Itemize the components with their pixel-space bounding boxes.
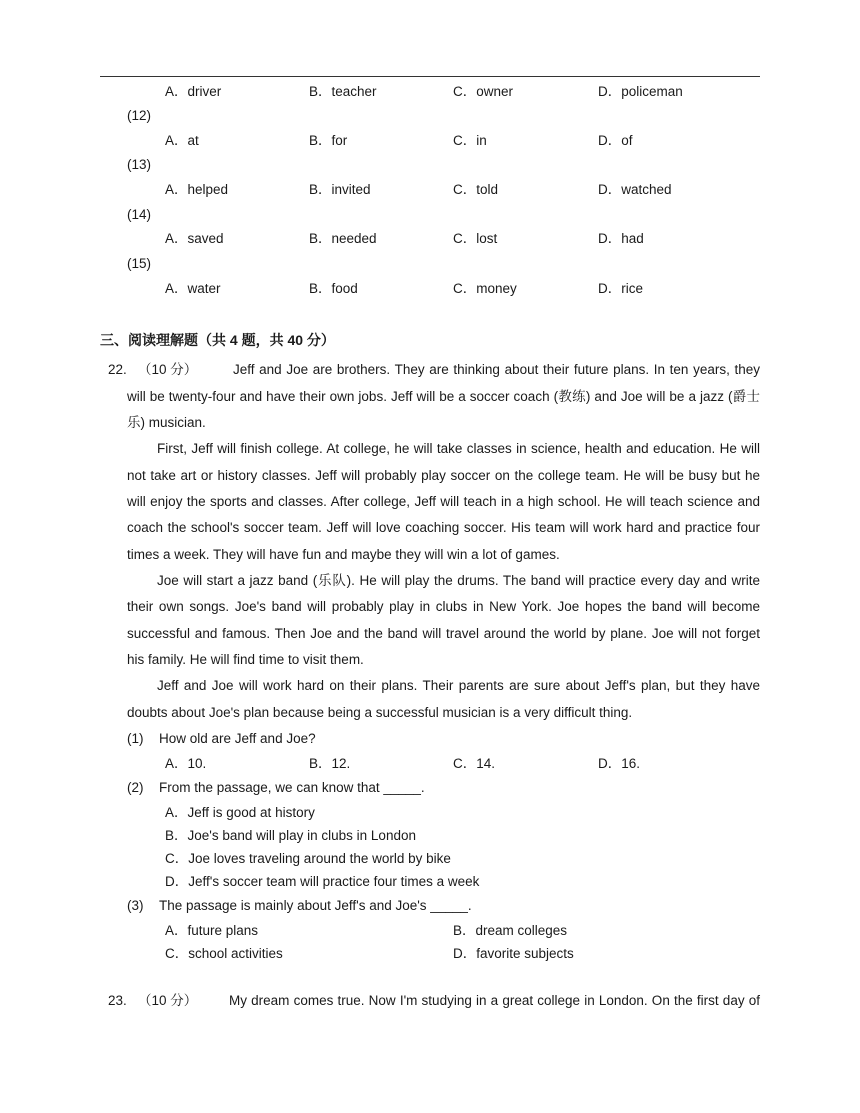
option-d: D．rice [598, 281, 644, 296]
section-title: 三、阅读理解题（共 4 题，共 40 分） [100, 332, 335, 348]
header-rule [100, 76, 760, 77]
passage-line: 乐) musician. [127, 415, 206, 430]
option-a: A．water [165, 281, 221, 296]
option-c: C．school activities [165, 946, 283, 961]
option-c: C．Joe loves traveling around the world by bike [165, 851, 451, 866]
passage-line: successful and famous. Then Joe and the band will travel around the world by plane. Joe will not forget [127, 626, 760, 641]
option-d: D．of [598, 133, 633, 148]
option-a: A．saved [165, 231, 224, 246]
option-c: C．owner [453, 84, 514, 99]
option-a: A．future plans [165, 923, 259, 938]
passage-line: his family. He will find time to visit them. [127, 652, 364, 667]
cloze-number: (12) [127, 108, 152, 123]
passage-line: their own songs. Joe's band will probably play in clubs in New York. Joe hopes the band will become [127, 599, 760, 614]
passage-line: will be twenty-four and have their own jobs. Jeff will be a soccer coach (教练) and Joe will be a jazz (爵士 [127, 389, 760, 404]
option-b: B．Joe's band will play in clubs in London [165, 828, 416, 843]
option-d: D．watched [598, 182, 672, 197]
question-number: 22. [108, 362, 127, 377]
option-a: A．10. [165, 756, 207, 771]
option-d: D．favorite subjects [453, 946, 574, 961]
subquestion-number: (3) [127, 898, 144, 913]
passage-line: will enjoy the sports and classes. After college, Jeff will teach in a high school. He will teach science and [127, 494, 760, 509]
option-b: B．teacher [309, 84, 377, 99]
option-c: C．told [453, 182, 499, 197]
passage-line: not take art or history classes. Jeff will probably play soccer on the college team. He will be busy but he [127, 468, 760, 483]
subquestion-number: (2) [127, 780, 144, 795]
option-b: B．invited [309, 182, 371, 197]
option-b: B．needed [309, 231, 377, 246]
question-score: （10 分） [138, 362, 198, 377]
subquestion-stem: How old are Jeff and Joe? [159, 731, 316, 746]
option-row [0, 181, 860, 199]
option-row [0, 280, 860, 298]
option-row [0, 132, 860, 150]
subquestion-stem: The passage is mainly about Jeff's and Joe's _____. [159, 898, 472, 913]
passage-line: times a week. They will have fun and maybe they will win a lot of games. [127, 547, 560, 562]
option-d: D．policeman [598, 84, 683, 99]
option-d: D．Jeff's soccer team will practice four times a week [165, 874, 480, 889]
cloze-number: (15) [127, 256, 152, 271]
option-a: A．driver [165, 84, 222, 99]
option-b: B．dream colleges [453, 923, 568, 938]
option-b: B．food [309, 281, 358, 296]
option-c: C．money [453, 281, 517, 296]
passage-line: First, Jeff will finish college. At college, he will take classes in science, health and education. He will [157, 441, 760, 456]
option-c: C．14. [453, 756, 496, 771]
option-a: A．at [165, 133, 199, 148]
passage-line: Jeff and Joe will work hard on their plans. Their parents are sure about Jeff's plan, but they have [157, 678, 760, 693]
option-b: B．12. [309, 756, 351, 771]
option-row [0, 230, 860, 248]
subquestion-number: (1) [127, 731, 144, 746]
question-score: （10 分） [138, 993, 198, 1008]
option-d: D．16. [598, 756, 641, 771]
passage-line: My dream comes true. Now I'm studying in a great college in London. On the first day of [229, 993, 760, 1008]
cloze-number: (14) [127, 207, 152, 222]
option-c: C．in [453, 133, 487, 148]
passage-line: coach the school's soccer team. Jeff will love coaching soccer. His team will work hard and practice four [127, 520, 760, 535]
option-row [0, 755, 860, 773]
subquestion-stem: From the passage, we can know that _____. [159, 780, 425, 795]
cloze-number: (13) [127, 157, 152, 172]
option-d: D．had [598, 231, 644, 246]
passage-line: Joe will start a jazz band (乐队). He will play the drums. The band will practice every day and write [157, 573, 760, 588]
option-b: B．for [309, 133, 348, 148]
passage-line: doubts about Joe's plan because being a successful musician is a very difficult thing. [127, 705, 633, 720]
option-a: A．Jeff is good at history [165, 805, 315, 820]
question-number: 23. [108, 993, 127, 1008]
passage-line: Jeff and Joe are brothers. They are thinking about their future plans. In ten years, they [233, 362, 760, 377]
option-c: C．lost [453, 231, 498, 246]
option-a: A．helped [165, 182, 229, 197]
option-row [0, 83, 860, 101]
